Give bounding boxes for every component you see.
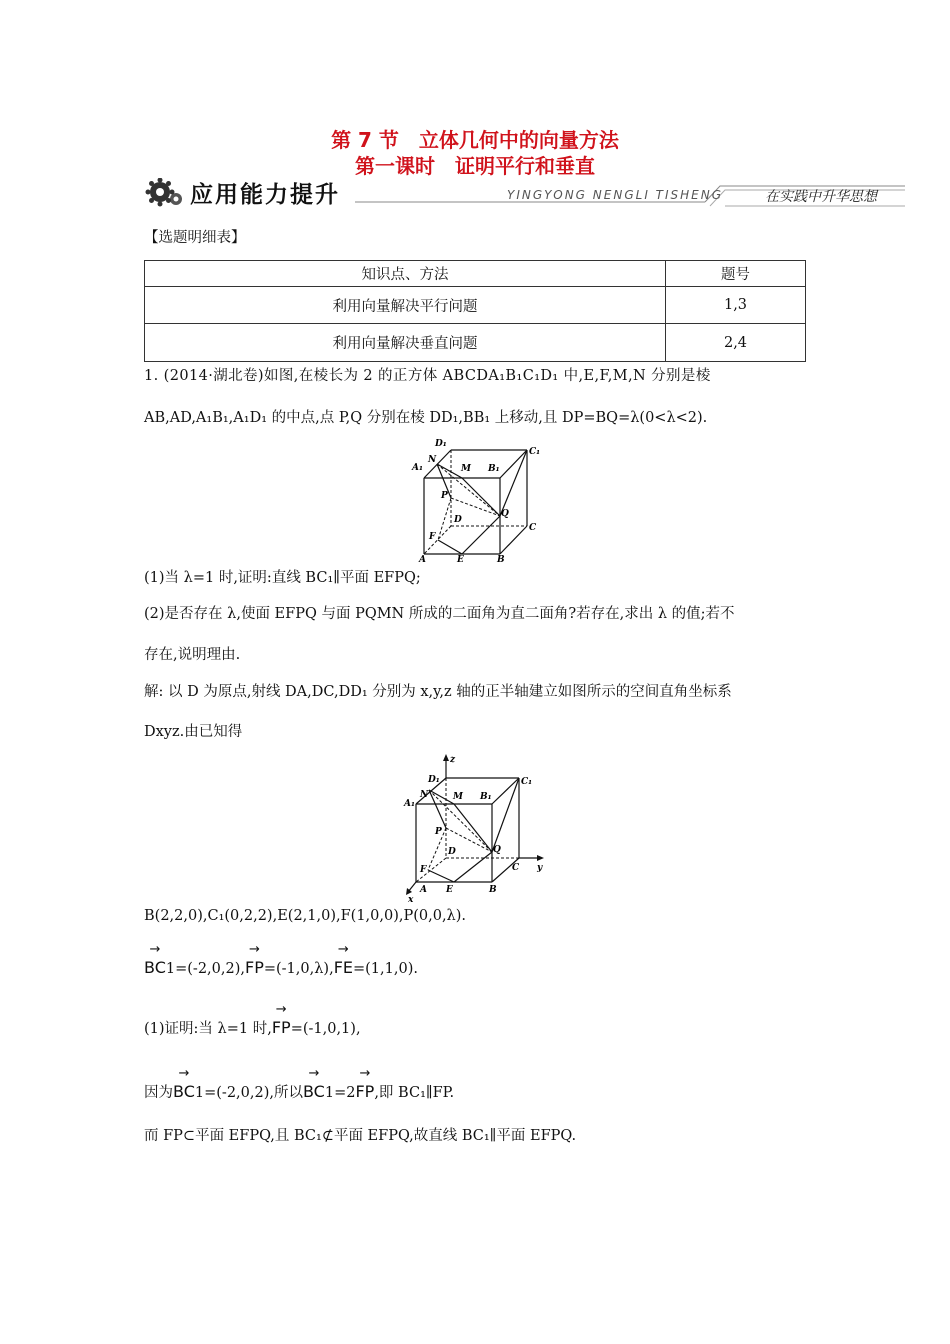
solution-line-1: 解: 以 D 为原点,射线 DA,DC,DD₁ 分别为 x,y,z 轴的正半轴建立如图所示的空间直角坐标系 (144, 684, 732, 700)
cube-figure-2 (400, 752, 548, 902)
vector-fe: → FE (333, 942, 353, 977)
label-f: F (429, 532, 436, 542)
vector-bc1-value: =(-2,0,2), (175, 961, 245, 977)
proof-line-2 (144, 1066, 455, 1103)
vector-fp: → FP (271, 1002, 291, 1037)
table-row (145, 287, 806, 324)
proof-2-value: =(-2,0,2),所以 (204, 1085, 303, 1101)
table-cell: 1,3 (666, 287, 806, 324)
proof-2-prefix: 因为 (144, 1085, 173, 1101)
table-header-cell: 题号 (666, 261, 806, 287)
table-cell: 2,4 (666, 324, 806, 362)
axis-x-label: x (408, 895, 414, 902)
topic-table (144, 260, 806, 362)
banner-label: 应用能力提升 (190, 182, 340, 208)
label-b: B (489, 885, 497, 895)
label-a: A (420, 885, 427, 895)
vector-sub: 1 (194, 1085, 205, 1101)
axis-y-label: y (537, 863, 543, 873)
vector-bc1: → BC (144, 942, 166, 977)
table-caption: 【选题明细表】 (144, 230, 246, 246)
proof-line-3: 而 FP⊂平面 EFPQ,且 BC₁⊄平面 EFPQ,故直线 BC₁∥平面 EFPQ. (144, 1128, 577, 1144)
axis-z-label: z (450, 755, 456, 765)
label-f: F (420, 865, 427, 875)
label-c: C (529, 523, 537, 533)
gear-icon (146, 178, 183, 207)
table-header-row (145, 261, 806, 287)
label-c1: C₁ (529, 447, 541, 457)
problem-line-2: AB,AD,A₁B₁,A₁D₁ 的中点,点 P,Q 分别在棱 DD₁,BB₁ 上移动,且 DP=BQ=λ(0<λ<2). (144, 410, 708, 426)
proof-2-suffix: ,即 BC₁∥FP. (374, 1085, 455, 1101)
vector-fe-value: =(1,1,0). (353, 961, 418, 977)
label-e: E (457, 555, 464, 564)
label-d1: D₁ (435, 439, 447, 449)
question-2-line-1: (2)是否存在 λ,使面 EFPQ 与面 PQMN 所成的二面角为直二面角?若存在,求出 λ 的值;若不 (144, 606, 735, 622)
label-a1: A₁ (404, 799, 415, 809)
label-c: C (512, 863, 520, 873)
vector-bc1: → BC (302, 1066, 325, 1101)
label-b: B (497, 555, 505, 564)
vector-line (144, 942, 418, 979)
label-n: N (420, 790, 429, 800)
table-cell: 利用向量解决平行问题 (145, 287, 666, 324)
table-header-cell: 知识点、方法 (145, 261, 666, 287)
label-d: D (448, 847, 456, 857)
label-d1: D₁ (428, 775, 440, 785)
coordinates: B(2,2,0),C₁(0,2,2),E(2,1,0),F(1,0,0),P(0,0,λ). (144, 908, 467, 924)
label-m: M (461, 464, 471, 474)
vector-bc1-sub: 1 (165, 961, 176, 977)
label-b1: B₁ (488, 464, 500, 474)
banner-pinyin: YINGYONG NENGLI TISHENG (507, 188, 724, 202)
label-a: A (419, 555, 426, 564)
cube-figure-1 (408, 436, 548, 564)
solution-line-2: Dxyz.由已知得 (144, 724, 243, 740)
label-n: N (428, 455, 437, 465)
proof-line-1 (144, 1002, 361, 1039)
vector-sub: 1 (324, 1085, 335, 1101)
label-q: Q (501, 509, 509, 519)
label-p: P (441, 491, 448, 501)
page-subtitle: 第一课时 证明平行和垂直 (355, 154, 595, 178)
table-cell: 利用向量解决垂直问题 (145, 324, 666, 362)
question-1: (1)当 λ=1 时,证明:直线 BC₁∥平面 EFPQ; (144, 570, 421, 586)
label-p: P (435, 827, 442, 837)
problem-line-1: 1. (2014·湖北卷)如图,在棱长为 2 的正方体 ABCDA₁B₁C₁D₁ 中,E,F,M,N 分别是棱 (144, 368, 711, 384)
banner-slogan: 在实践中升华思想 (765, 189, 877, 205)
proof-1-value: =(-1,0,1), (290, 1021, 361, 1037)
label-q: Q (493, 845, 501, 855)
label-m: M (453, 792, 463, 802)
vector-fp: → FP (244, 942, 264, 977)
label-c1: C₁ (521, 777, 533, 787)
vector-fp: → FP (355, 1066, 375, 1101)
vector-bc1: → BC (173, 1066, 195, 1101)
label-e: E (446, 885, 453, 895)
vector-fp-value: =(-1,0,λ), (263, 961, 334, 977)
proof-1-prefix: (1)证明:当 λ=1 时, (144, 1021, 272, 1037)
page-title: 第 7 节 立体几何中的向量方法 (331, 128, 619, 152)
label-d: D (454, 515, 462, 525)
question-2-line-2: 存在,说明理由. (144, 647, 241, 663)
table-row (145, 324, 806, 362)
label-a1: A₁ (412, 463, 423, 473)
label-b1: B₁ (480, 792, 492, 802)
proof-2-mid: =2 (334, 1085, 356, 1101)
